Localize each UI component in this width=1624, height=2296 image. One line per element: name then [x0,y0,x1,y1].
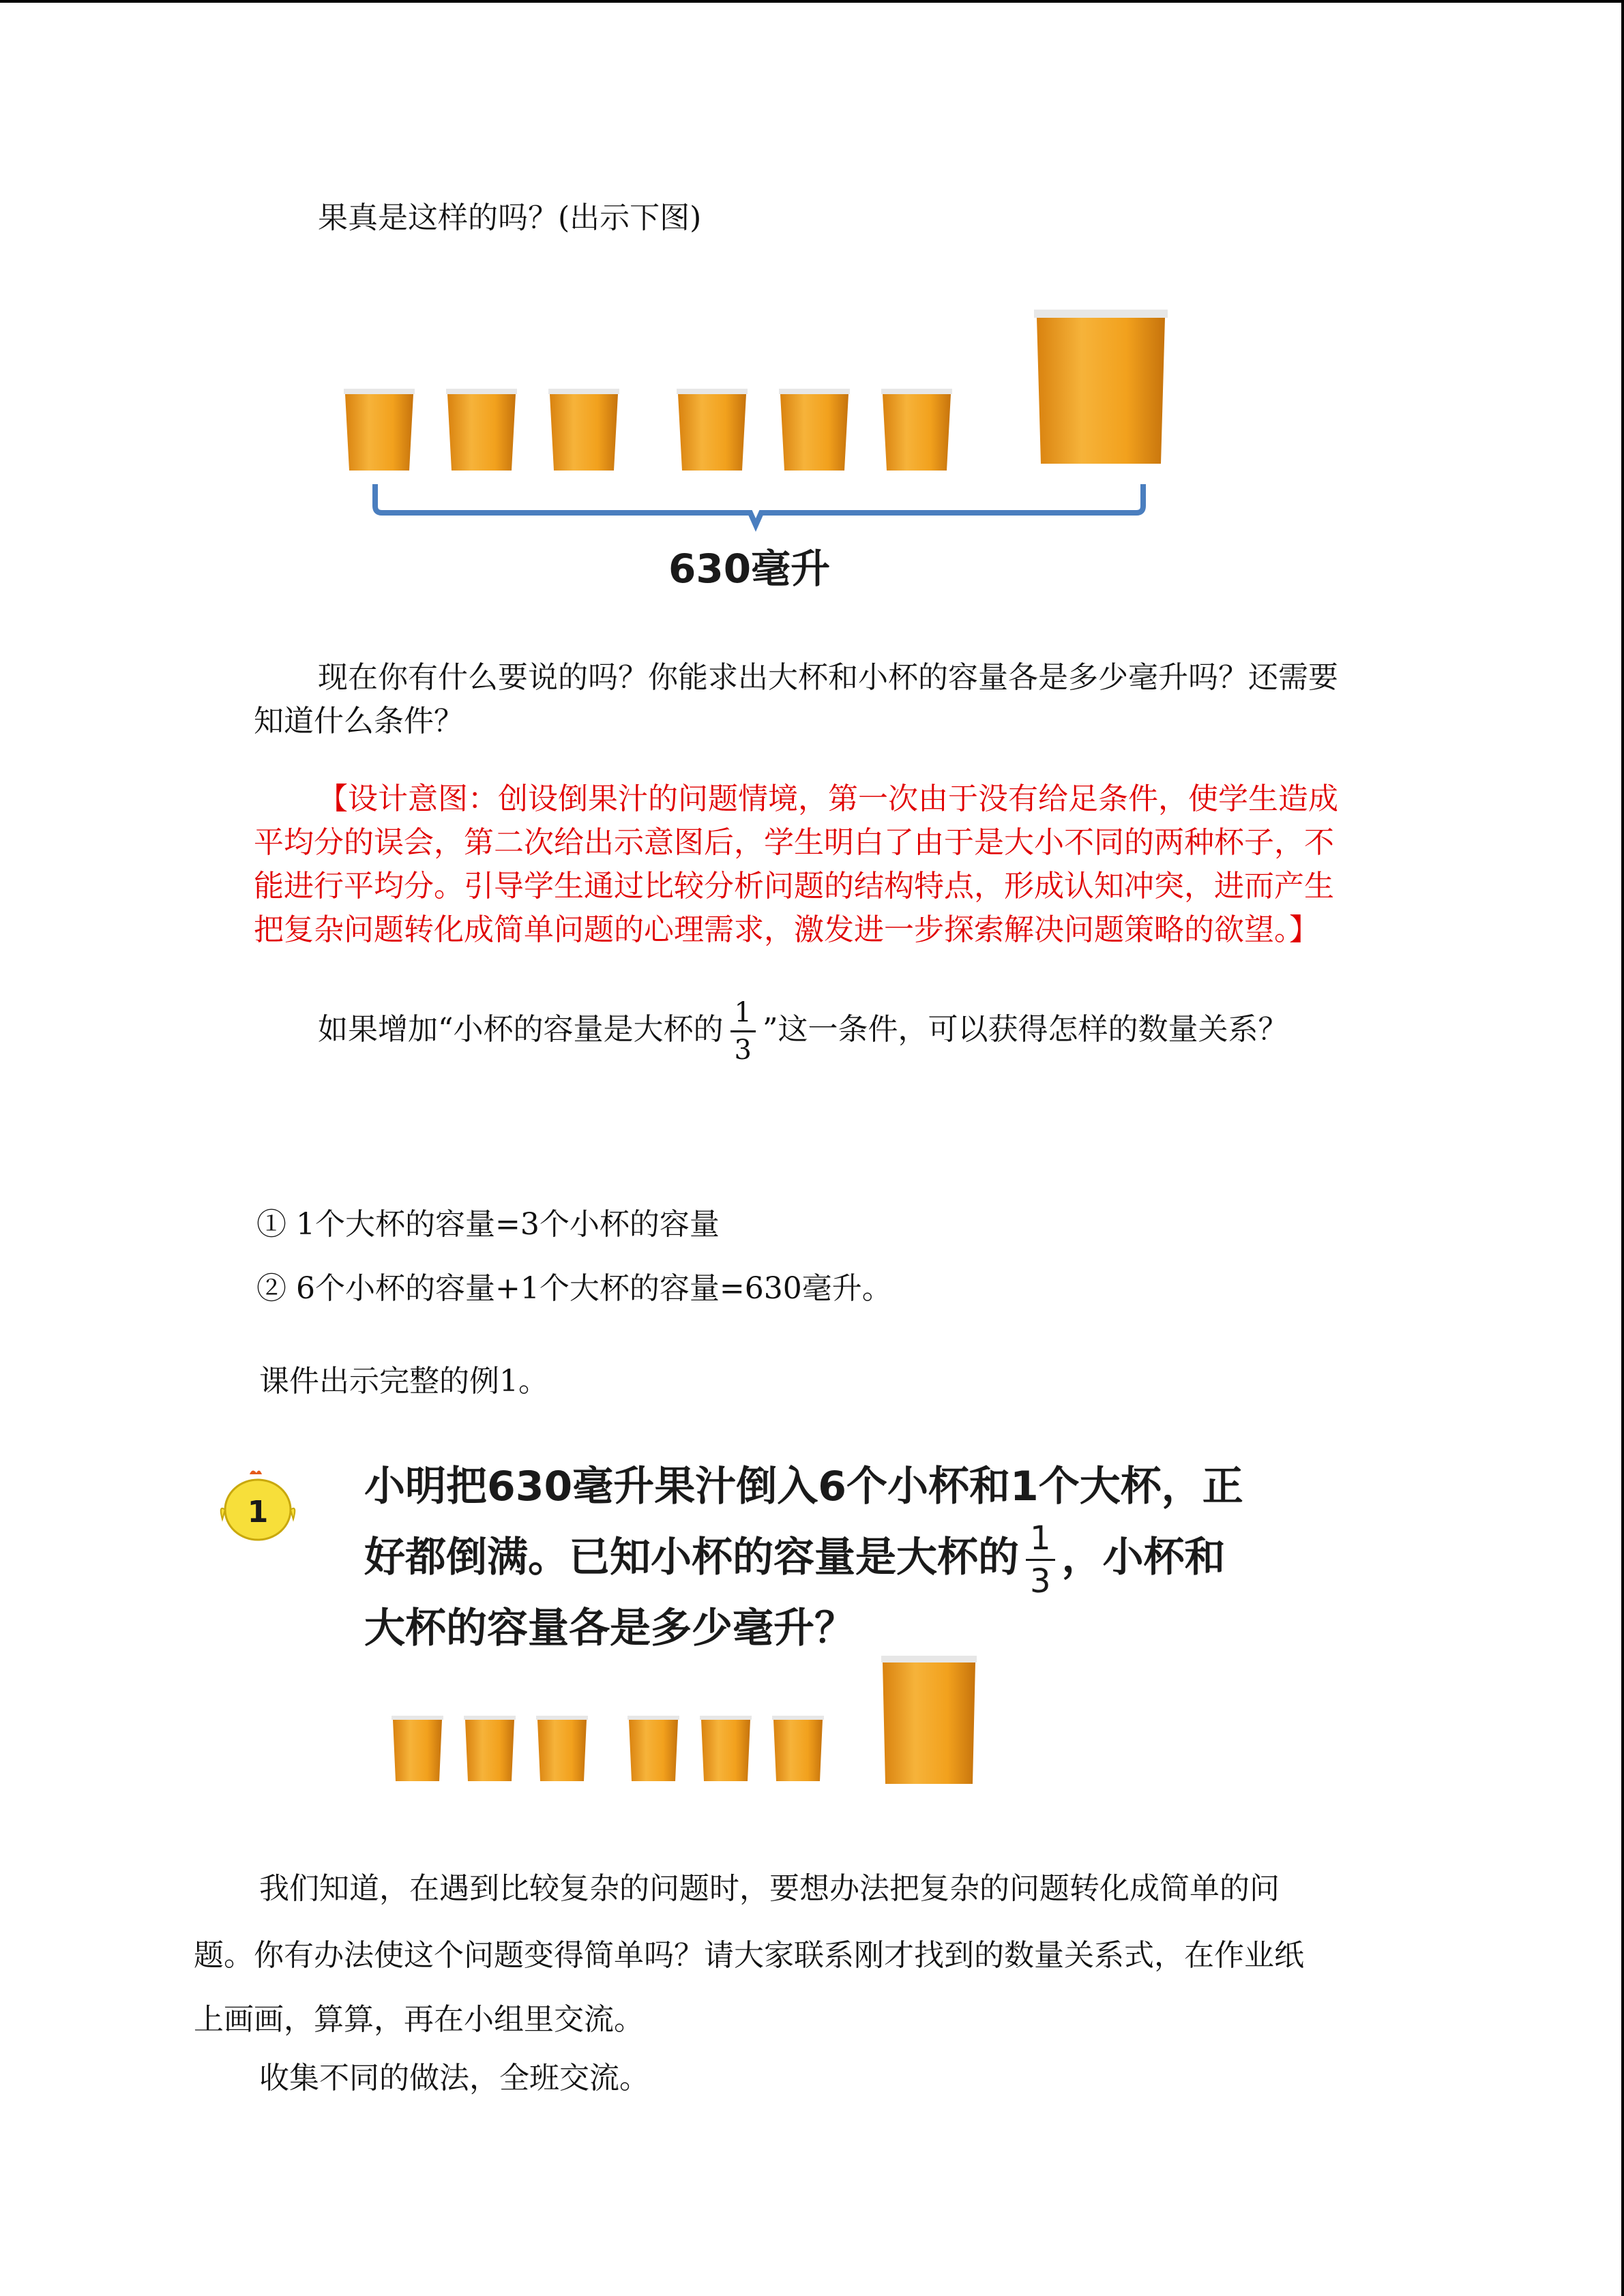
design-intent-line-2: 平均分的误会，第二次给出示意图后，学生明白了由于是大小不同的两种杯子，不 [254,825,1334,860]
paragraph-line-1: 我们知道，在遇到比较复杂的问题时，要想办法把复杂的问题转化成简单的问 [259,1871,1280,1906]
fraction-numerator: 1 [730,999,756,1032]
example-number: 1 [247,1495,269,1530]
design-intent-line-3: 能进行平均分。引导学生通过比较分析问题的结构特点，形成认知冲突，进而产生 [254,869,1334,904]
example-line-3: 大杯的容量各是多少毫升？ [364,1605,855,1652]
chick-badge-icon [217,1465,299,1547]
small-cup [344,389,415,471]
question-line-1: 现在你有什么要说的吗？你能求出大杯和小杯的容量各是多少毫升吗？还需要 [318,660,1338,695]
brace-line [375,484,1143,525]
paragraph-line-2: 题。你有办法使这个问题变得简单吗？请大家联系刚才找到的数量关系式，在作业纸 [194,1938,1304,1973]
relation-1: ① 1个大杯的容量=3个小杯的容量 [256,1207,720,1242]
small-cup [392,1716,443,1781]
small-cup [881,389,952,471]
page-border-top [0,0,1624,3]
example-fraction-denominator: 3 [1030,1562,1051,1600]
condition-question-pre: 如果增加“小杯的容量是大杯的 [318,1012,724,1047]
question-line-2: 知道什么条件？ [254,704,464,739]
large-cup [1034,310,1168,464]
condition-question [318,989,1288,1071]
example-line-1: 小明把630毫升果汁倒入6个小杯和1个大杯，正 [364,1463,1243,1510]
example-juice-cups [382,1650,996,1800]
small-cup [779,389,850,471]
small-cup [700,1716,752,1781]
brace-total-label: 630毫升 [668,546,831,592]
example-fraction-numerator: 1 [1026,1522,1055,1561]
small-cup [677,389,748,471]
small-cup [548,389,619,471]
example-line-2 [364,1519,1226,1600]
small-cup [446,389,517,471]
small-cup [772,1716,824,1781]
closing-line: 收集不同的做法，全班交流。 [259,2061,649,2096]
fraction-denominator: 3 [734,1034,752,1066]
large-cup [881,1656,977,1784]
example-line-2-pre: 好都倒满。已知小杯的容量是大杯的 [364,1534,1019,1582]
small-cup [536,1716,588,1781]
example-line-2-post: ，小杯和 [1061,1534,1226,1582]
juice-cups-figure [327,300,1200,532]
courseware-note: 课件出示完整的例1。 [259,1364,548,1399]
design-intent-line-1: 【设计意图：创设倒果汁的问题情境，第一次由于没有给足条件，使学生造成 [318,781,1338,816]
small-cup [628,1716,679,1781]
design-intent-line-4: 把复杂问题转化成简单问题的心理需求，激发进一步探索解决问题策略的欲望。】 [254,912,1319,947]
intro-question: 果真是这样的吗？(出示下图) [318,200,702,235]
example-fraction [1026,1519,1055,1600]
condition-question-post: ”这一条件，可以获得怎样的数量关系？ [762,1012,1288,1047]
small-cup [464,1716,516,1781]
paragraph-line-3: 上画画，算算，再在小组里交流。 [194,2002,644,2037]
page-border-right [1621,0,1624,2296]
fraction-one-third [730,999,756,1064]
relation-2: ② 6个小杯的容量+1个大杯的容量=630毫升。 [256,1271,892,1306]
